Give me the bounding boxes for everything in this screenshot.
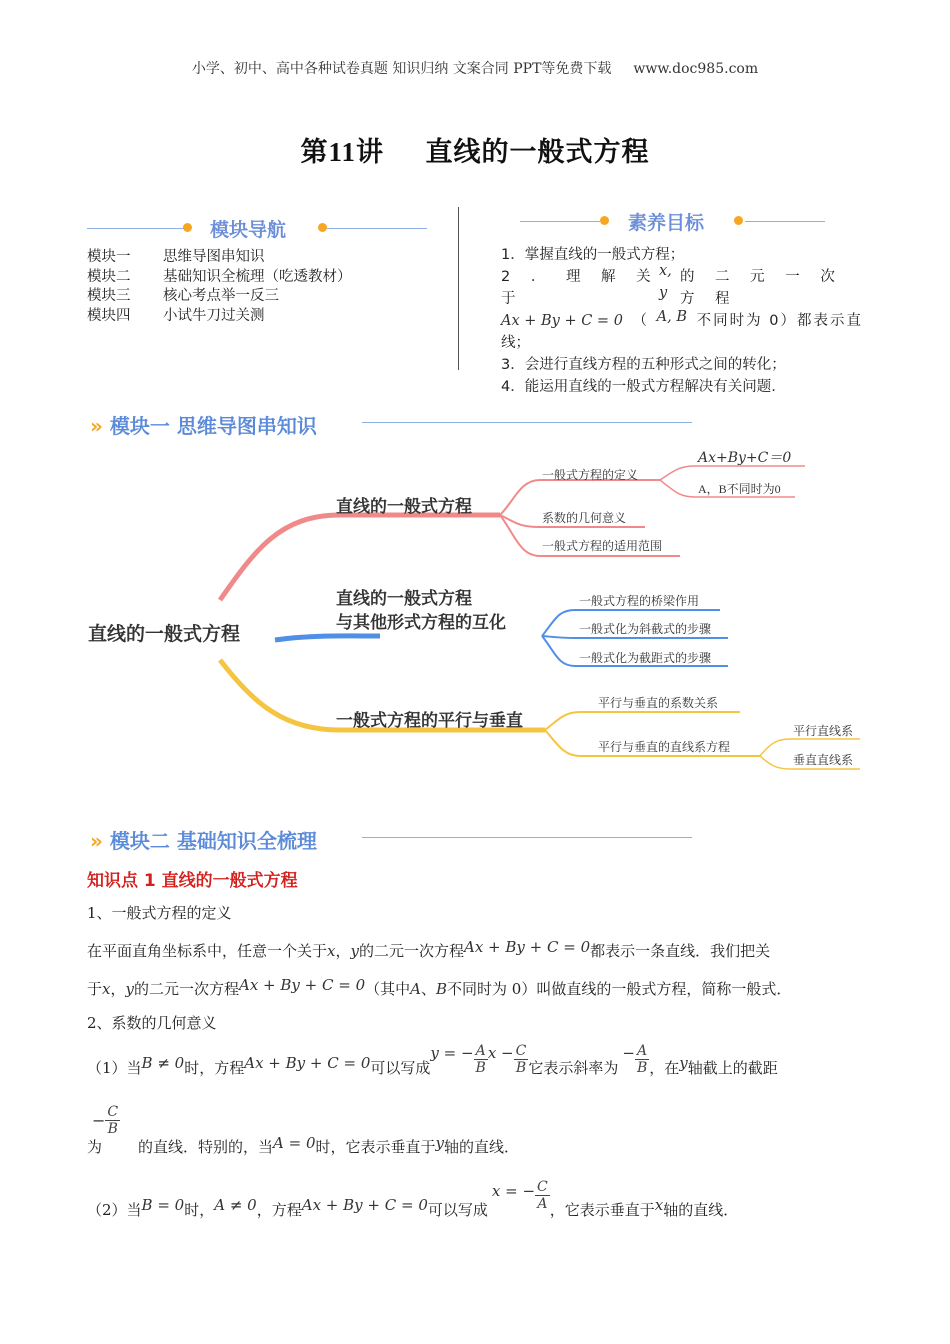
mindmap-branch3: 一般式方程的平行与垂直 <box>336 711 523 731</box>
goals-heading-dot-right <box>734 216 743 225</box>
module1-heading: » 模块一 思维导图串知识 <box>90 414 317 438</box>
mindmap-branch1-child: 系数的几何意义 <box>542 511 627 525</box>
header-url[interactable]: www.doc985.com <box>633 61 759 77</box>
goals-heading: 素养目标 <box>628 212 705 234</box>
mindmap-branch1-child: 一般式方程的定义 <box>542 468 639 482</box>
mindmap-branch2-child: 一般式方程的桥梁作用 <box>579 594 700 608</box>
mindmap-branch3-sub: 垂直直线系 <box>793 753 854 767</box>
nav-heading-line-left <box>87 228 187 229</box>
fraction-slope: $\frac{A}{B}$ <box>636 1042 648 1076</box>
goal-1: 1．掌握直线的一般式方程； <box>501 247 685 263</box>
title-number: 11 <box>328 137 356 167</box>
page-title <box>0 130 950 169</box>
mindmap-branch3-child: 平行与垂直的系数关系 <box>598 696 719 710</box>
nav-heading: 模块导航 <box>210 219 287 241</box>
goals-list <box>501 244 863 398</box>
goal-2-line1: 2 ． 理 解 关 于 x, y 的 二 元 一 次 方 程 <box>501 263 843 307</box>
module-nav-list <box>87 248 352 326</box>
branch1-link-eq <box>660 466 805 480</box>
chevron-icon: » <box>90 829 103 853</box>
branch2-stub <box>275 636 380 640</box>
header-text: 小学、初中、高中各种试卷真题 知识归纳 文案合同 PPT等免费下载 <box>191 61 612 77</box>
paragraph-1-line1: 在平面直角坐标系中，任意一个关于x，y的二元一次方程Ax + By + C = 0都表示一条直线．我们把关 <box>87 938 771 960</box>
mindmap-center: 直线的一般式方程 <box>88 623 241 645</box>
branch3-link-coeff <box>545 712 740 730</box>
mindmap-def-equation: Ax+By+C＝0 <box>698 450 792 466</box>
nav-item: 模块四 小试牛刀过关测 <box>87 307 265 324</box>
intercept-fraction: − $\frac{C}{B}$ <box>92 1104 119 1137</box>
title-prefix: 第 <box>300 137 329 168</box>
chevron-icon: » <box>90 414 103 438</box>
mindmap-branch3-sub: 平行直线系 <box>793 724 854 738</box>
fraction-a-over-b: $\frac{A}{B}$ <box>475 1042 486 1076</box>
fraction-c-over-b: $\frac{C}{B}$ <box>515 1042 527 1076</box>
goals-heading-line-right <box>745 221 825 222</box>
mindmap-branch3-child: 平行与垂直的直线系方程 <box>598 740 731 754</box>
goal-4: 4．能运用直线的一般式方程解决有关问题. <box>501 379 776 395</box>
nav-heading-dot-right <box>318 223 327 232</box>
module2-heading: » 模块二 基础知识全梳理 <box>90 829 317 853</box>
section-2-title: 2、系数的几何意义 <box>87 1014 217 1032</box>
nav-item: 模块二 基础知识全梳理（吃透教材） <box>87 268 352 285</box>
mindmap-branch2-child: 一般式化为斜截式的步骤 <box>579 622 712 636</box>
goal-2-line2: Ax + By + C = 0 （ A, B 不同时为 0）都表示直 <box>501 309 863 329</box>
case-1-line2: 为 的直线．特别的，当A = 0时，它表示垂直于y轴的直线． <box>87 1134 520 1156</box>
mindmap-branch1-child: 一般式方程的适用范围 <box>542 539 663 553</box>
knowledge-point-title: 知识点 1 直线的一般式方程 <box>87 871 298 891</box>
nav-item: 模块三 核心考点举一反三 <box>87 288 279 304</box>
module1-line <box>362 422 692 423</box>
case-1-line1: （1）当 B ≠ 0 时，方程 Ax + By + C = 0 可以写成 y = − $\frac{A}{B}$ x − $\frac{C}{B}$ 它表示斜率为 − $\frac{A}{B}$ ，在 y 轴截上的截距 <box>87 1042 778 1077</box>
mindmap-def-note: A，B不同时为0 <box>698 482 781 496</box>
case-2: （2）当 B = 0 时， A ≠ 0 ，方程 Ax + By + C = 0 可以写成 x = − $\frac{C}{A}$ ，它表示垂直于 x 轴的直线． <box>87 1178 739 1219</box>
module2-line <box>362 837 692 838</box>
vertical-divider <box>458 207 459 370</box>
mindmap-branch1: 直线的一般式方程 <box>336 497 472 517</box>
paragraph-1-line2: 于x，y的二元一次方程Ax + By + C = 0（其中A、B不同时为 0）叫做直线的一般式方程，简称一般式． <box>87 976 792 998</box>
page-header <box>0 58 950 78</box>
goals-heading-dot-left <box>600 216 609 225</box>
fraction-c-over-a: $\frac{C}{A}$ <box>537 1178 548 1212</box>
goal-3: 3．会进行直线方程的五种形式之间的转化； <box>501 357 786 373</box>
nav-heading-dot-left <box>183 223 192 232</box>
nav-heading-line-right <box>327 228 427 229</box>
nav-item: 模块一 思维导图串知识 <box>87 249 265 265</box>
goals-heading-line-left <box>520 221 600 222</box>
title-suffix: 讲 直线的一般式方程 <box>355 137 650 168</box>
mindmap-branch2-child: 一般式化为截距式的步骤 <box>579 651 712 665</box>
mindmap-branch2: 直线的一般式方程 与其他形式方程的互化 <box>336 589 506 633</box>
goal-2-line3: 线； <box>501 335 530 351</box>
section-1-title: 1、一般式方程的定义 <box>87 904 232 922</box>
